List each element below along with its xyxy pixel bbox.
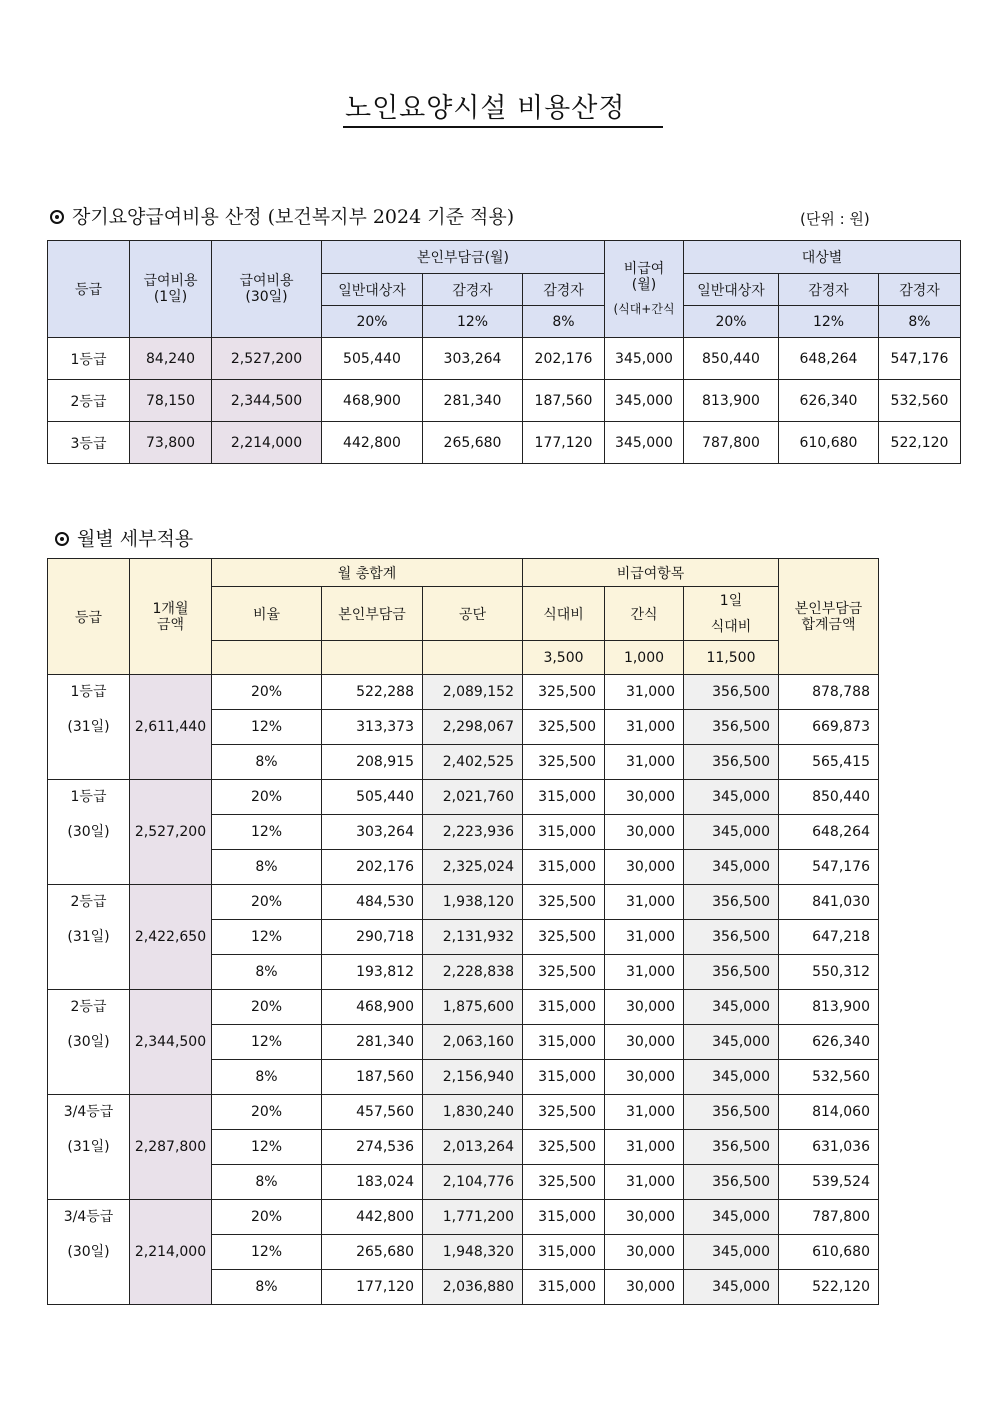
- copay-sum-cell: 850,440: [779, 780, 879, 815]
- header-target-pct-12: 12%: [779, 306, 879, 338]
- meal-cell: 325,500: [523, 955, 605, 990]
- ratio-cell: 20%: [212, 885, 322, 920]
- copay-cell: 468,900: [322, 990, 423, 1025]
- copay-12-cell: 281,340: [423, 380, 523, 422]
- copay-sum-cell: 841,030: [779, 885, 879, 920]
- table-row: [48, 885, 879, 920]
- noncovered-cell: 356,500: [684, 745, 779, 780]
- target-20-cell: 787,800: [684, 422, 779, 464]
- ratio-cell: 20%: [212, 1200, 322, 1235]
- meal-cell: 315,000: [523, 1235, 605, 1270]
- noncovered-cell: 345,000: [684, 1025, 779, 1060]
- ratio-cell: 12%: [212, 710, 322, 745]
- table-row: [48, 675, 879, 710]
- snack-cell: 30,000: [605, 815, 684, 850]
- noncovered-cell: 345,000: [684, 1235, 779, 1270]
- agency-cell: 2,021,760: [423, 780, 523, 815]
- meal-cell: 315,000: [523, 1060, 605, 1095]
- meal-cell: 315,000: [523, 780, 605, 815]
- meal-cell: 315,000: [523, 1025, 605, 1060]
- ratio-cell: 20%: [212, 990, 322, 1025]
- header-blank: [322, 641, 423, 675]
- agency-cell: 2,104,776: [423, 1165, 523, 1200]
- header-monthly-total: 월 총합계: [212, 559, 523, 587]
- days-label: (31일): [67, 1139, 110, 1155]
- grade-cell: [48, 1200, 130, 1305]
- monthly-amount-cell: 2,422,650: [130, 885, 212, 990]
- table-row: [48, 990, 879, 1025]
- header-reduced-8: 감경자: [523, 274, 605, 306]
- copay-sum-cell: 631,036: [779, 1130, 879, 1165]
- noncovered-cell: 345,000: [605, 422, 684, 464]
- copay-cell: 183,024: [322, 1165, 423, 1200]
- noncovered-cell: 345,000: [684, 850, 779, 885]
- header-daily-cost: 급여비용 (1일): [130, 241, 212, 338]
- noncovered-cell: 345,000: [605, 338, 684, 380]
- snack-cell: 30,000: [605, 1270, 684, 1305]
- header-noncovered: [605, 241, 684, 338]
- snack-cell: 31,000: [605, 675, 684, 710]
- noncovered-cell: 356,500: [684, 885, 779, 920]
- copay-cell: 313,373: [322, 710, 423, 745]
- table-row: [48, 380, 961, 422]
- ratio-cell: 8%: [212, 955, 322, 990]
- copay-cell: 187,560: [322, 1060, 423, 1095]
- agency-cell: 2,325,024: [423, 850, 523, 885]
- ratio-cell: 12%: [212, 1130, 322, 1165]
- monthly-amount-cell: 2,527,200: [130, 780, 212, 885]
- copay-8-cell: 202,176: [523, 338, 605, 380]
- days-label: (31일): [67, 929, 110, 945]
- agency-cell: 2,298,067: [423, 710, 523, 745]
- section1-heading: [50, 202, 514, 229]
- grade-cell: [48, 780, 130, 885]
- grade-label: 1등급: [70, 789, 107, 805]
- header-target-pct-20: 20%: [684, 306, 779, 338]
- noncovered-cell: 345,000: [684, 780, 779, 815]
- meal-cell: 315,000: [523, 990, 605, 1025]
- grade-cell: [48, 990, 130, 1095]
- copay-20-cell: 468,900: [322, 380, 423, 422]
- noncovered-cell: 356,500: [684, 1130, 779, 1165]
- grade-label: 2등급: [70, 894, 107, 910]
- copay-sum-cell: 669,873: [779, 710, 879, 745]
- noncovered-cell: 345,000: [605, 380, 684, 422]
- copay-sum-cell: 814,060: [779, 1095, 879, 1130]
- meal-cell: 325,500: [523, 885, 605, 920]
- snack-cell: 31,000: [605, 920, 684, 955]
- noncovered-cell: 356,500: [684, 1095, 779, 1130]
- target-20-cell: 813,900: [684, 380, 779, 422]
- daily-meal-unit-price: 11,500: [684, 641, 779, 675]
- snack-cell: 31,000: [605, 710, 684, 745]
- snack-cell: 30,000: [605, 1025, 684, 1060]
- grade-cell: 2등급: [48, 380, 130, 422]
- agency-cell: 2,063,160: [423, 1025, 523, 1060]
- header-target-pct-8: 8%: [879, 306, 961, 338]
- target-8-cell: 532,560: [879, 380, 961, 422]
- header-target-reduced-8: 감경자: [879, 274, 961, 306]
- copay-cell: 290,718: [322, 920, 423, 955]
- daily-cost-cell: 78,150: [130, 380, 212, 422]
- ratio-cell: 8%: [212, 1165, 322, 1200]
- ratio-cell: 20%: [212, 1095, 322, 1130]
- grade-cell: [48, 675, 130, 780]
- radio-bullet-icon: [55, 532, 69, 546]
- agency-cell: 1,948,320: [423, 1235, 523, 1270]
- copay-12-cell: 303,264: [423, 338, 523, 380]
- meal-cell: 325,500: [523, 710, 605, 745]
- header-grade: 등급: [48, 241, 130, 338]
- header-target-reduced-12: 감경자: [779, 274, 879, 306]
- agency-cell: 2,036,880: [423, 1270, 523, 1305]
- grade-label: 3/4등급: [63, 1104, 114, 1120]
- target-12-cell: 648,264: [779, 338, 879, 380]
- days-label: (31일): [67, 719, 110, 735]
- monthly-cost-cell: 2,344,500: [212, 380, 322, 422]
- header-monthly-cost: 급여비용 (30일): [212, 241, 322, 338]
- snack-unit-price: 1,000: [605, 641, 684, 675]
- monthly-amount-cell: 2,214,000: [130, 1200, 212, 1305]
- copay-8-cell: 187,560: [523, 380, 605, 422]
- ratio-cell: 12%: [212, 1025, 322, 1060]
- header-copay-sum: 본인부담금 합계금액: [779, 559, 879, 675]
- meal-cell: 325,500: [523, 675, 605, 710]
- header-ratio: 비율: [212, 587, 322, 641]
- noncovered-cell: 356,500: [684, 920, 779, 955]
- target-8-cell: 522,120: [879, 422, 961, 464]
- copay-cell: 484,530: [322, 885, 423, 920]
- grade-cell: [48, 885, 130, 990]
- ratio-cell: 12%: [212, 920, 322, 955]
- monthly-amount-cell: 2,344,500: [130, 990, 212, 1095]
- copay-sum-cell: 522,120: [779, 1270, 879, 1305]
- noncovered-cell: 345,000: [684, 1270, 779, 1305]
- agency-cell: 2,131,932: [423, 920, 523, 955]
- noncovered-cell: 345,000: [684, 1060, 779, 1095]
- header-general: 일반대상자: [322, 274, 423, 306]
- snack-cell: 30,000: [605, 1060, 684, 1095]
- agency-cell: 1,938,120: [423, 885, 523, 920]
- copay-sum-cell: 539,524: [779, 1165, 879, 1200]
- ratio-cell: 20%: [212, 780, 322, 815]
- ratio-cell: 12%: [212, 815, 322, 850]
- target-12-cell: 626,340: [779, 380, 879, 422]
- monthly-cost-cell: 2,214,000: [212, 422, 322, 464]
- copay-cell: 303,264: [322, 815, 423, 850]
- days-label: (30일): [67, 824, 110, 840]
- header-reduced-12: 감경자: [423, 274, 523, 306]
- copay-cell: 274,536: [322, 1130, 423, 1165]
- header-by-target: 대상별: [684, 241, 961, 274]
- copay-sum-cell: 547,176: [779, 850, 879, 885]
- grade-label: 1등급: [70, 684, 107, 700]
- days-label: (30일): [67, 1034, 110, 1050]
- header-meal: 식대비: [523, 587, 605, 641]
- meal-cell: 325,500: [523, 745, 605, 780]
- agency-cell: 2,223,936: [423, 815, 523, 850]
- agency-cell: 2,156,940: [423, 1060, 523, 1095]
- grade-cell: 3등급: [48, 422, 130, 464]
- copay-cell: 265,680: [322, 1235, 423, 1270]
- copay-cell: 193,812: [322, 955, 423, 990]
- snack-cell: 30,000: [605, 1235, 684, 1270]
- copay-cell: 202,176: [322, 850, 423, 885]
- monthly-cost-cell: 2,527,200: [212, 338, 322, 380]
- snack-cell: 30,000: [605, 990, 684, 1025]
- section1-heading-text: 장기요양급여비용 산정 (보건복지부 2024 기준 적용): [72, 206, 515, 228]
- copay-20-cell: 505,440: [322, 338, 423, 380]
- meal-unit-price: 3,500: [523, 641, 605, 675]
- days-label: (30일): [67, 1244, 110, 1260]
- noncovered-cell: 356,500: [684, 710, 779, 745]
- benefit-cost-table: [47, 240, 961, 464]
- target-20-cell: 850,440: [684, 338, 779, 380]
- copay-sum-cell: 648,264: [779, 815, 879, 850]
- grade-cell: [48, 1095, 130, 1200]
- noncovered-cell: 345,000: [684, 1200, 779, 1235]
- meal-cell: 325,500: [523, 1095, 605, 1130]
- copay-sum-cell: 813,900: [779, 990, 879, 1025]
- copay-sum-cell: 532,560: [779, 1060, 879, 1095]
- header-pct-12: 12%: [423, 306, 523, 338]
- document-title: 노인요양시설 비용산정: [343, 92, 663, 128]
- target-12-cell: 610,680: [779, 422, 879, 464]
- agency-cell: 1,830,240: [423, 1095, 523, 1130]
- header-pct-20: 20%: [322, 306, 423, 338]
- header-grade: 등급: [48, 559, 130, 675]
- header-target-general: 일반대상자: [684, 274, 779, 306]
- radio-bullet-icon: [50, 210, 64, 224]
- table-row: [48, 338, 961, 380]
- table-row: [48, 780, 879, 815]
- unit-label: (단위 : 원): [800, 210, 870, 228]
- copay-sum-cell: 610,680: [779, 1235, 879, 1270]
- meal-cell: 315,000: [523, 815, 605, 850]
- noncovered-cell: 356,500: [684, 1165, 779, 1200]
- section2-heading: [55, 524, 193, 551]
- agency-cell: 2,089,152: [423, 675, 523, 710]
- meal-cell: 315,000: [523, 850, 605, 885]
- copay-8-cell: 177,120: [523, 422, 605, 464]
- header-copay: 본인부담금(월): [322, 241, 605, 274]
- noncovered-cell: 356,500: [684, 955, 779, 990]
- copay-sum-cell: 626,340: [779, 1025, 879, 1060]
- header-daily-meal: 1일 식대비: [684, 587, 779, 641]
- snack-cell: 31,000: [605, 885, 684, 920]
- meal-cell: 315,000: [523, 1270, 605, 1305]
- table-row: [48, 1200, 879, 1235]
- snack-cell: 31,000: [605, 1095, 684, 1130]
- table-row: [48, 422, 961, 464]
- header-noncovered-note: (식대+간식: [613, 302, 675, 316]
- header-pct-8: 8%: [523, 306, 605, 338]
- daily-cost-cell: 73,800: [130, 422, 212, 464]
- snack-cell: 30,000: [605, 780, 684, 815]
- header-amount: 1개월 금액: [130, 559, 212, 675]
- ratio-cell: 8%: [212, 1270, 322, 1305]
- snack-cell: 31,000: [605, 955, 684, 990]
- agency-cell: 1,875,600: [423, 990, 523, 1025]
- header-noncovered-items: 비급여항목: [523, 559, 779, 587]
- grade-label: 2등급: [70, 999, 107, 1015]
- copay-cell: 522,288: [322, 675, 423, 710]
- agency-cell: 1,771,200: [423, 1200, 523, 1235]
- copay-sum-cell: 878,788: [779, 675, 879, 710]
- ratio-cell: 8%: [212, 1060, 322, 1095]
- copay-sum-cell: 550,312: [779, 955, 879, 990]
- copay-cell: 457,560: [322, 1095, 423, 1130]
- header-snack: 간식: [605, 587, 684, 641]
- ratio-cell: 8%: [212, 850, 322, 885]
- snack-cell: 30,000: [605, 850, 684, 885]
- monthly-amount-cell: 2,611,440: [130, 675, 212, 780]
- header-noncovered-label: 비급여 (월): [623, 261, 665, 293]
- copay-cell: 505,440: [322, 780, 423, 815]
- target-8-cell: 547,176: [879, 338, 961, 380]
- copay-12-cell: 265,680: [423, 422, 523, 464]
- header-agency: 공단: [423, 587, 523, 641]
- agency-cell: 2,228,838: [423, 955, 523, 990]
- header-blank: [212, 641, 322, 675]
- grade-label: 3/4등급: [63, 1209, 114, 1225]
- table-row: [48, 1095, 879, 1130]
- header-blank: [423, 641, 523, 675]
- header-copay: 본인부담금: [322, 587, 423, 641]
- copay-cell: 442,800: [322, 1200, 423, 1235]
- meal-cell: 325,500: [523, 1165, 605, 1200]
- ratio-cell: 8%: [212, 745, 322, 780]
- agency-cell: 2,013,264: [423, 1130, 523, 1165]
- copay-sum-cell: 647,218: [779, 920, 879, 955]
- snack-cell: 31,000: [605, 1165, 684, 1200]
- copay-cell: 208,915: [322, 745, 423, 780]
- copay-20-cell: 442,800: [322, 422, 423, 464]
- ratio-cell: 12%: [212, 1235, 322, 1270]
- ratio-cell: 20%: [212, 675, 322, 710]
- snack-cell: 31,000: [605, 1130, 684, 1165]
- grade-cell: 1등급: [48, 338, 130, 380]
- snack-cell: 31,000: [605, 745, 684, 780]
- noncovered-cell: 345,000: [684, 990, 779, 1025]
- noncovered-cell: 356,500: [684, 675, 779, 710]
- agency-cell: 2,402,525: [423, 745, 523, 780]
- meal-cell: 325,500: [523, 1130, 605, 1165]
- copay-cell: 281,340: [322, 1025, 423, 1060]
- copay-sum-cell: 787,800: [779, 1200, 879, 1235]
- monthly-detail-table: [47, 558, 879, 1305]
- section2-heading-text: 월별 세부적용: [77, 528, 194, 550]
- monthly-amount-cell: 2,287,800: [130, 1095, 212, 1200]
- meal-cell: 325,500: [523, 920, 605, 955]
- snack-cell: 30,000: [605, 1200, 684, 1235]
- daily-cost-cell: 84,240: [130, 338, 212, 380]
- noncovered-cell: 345,000: [684, 815, 779, 850]
- copay-sum-cell: 565,415: [779, 745, 879, 780]
- meal-cell: 315,000: [523, 1200, 605, 1235]
- copay-cell: 177,120: [322, 1270, 423, 1305]
